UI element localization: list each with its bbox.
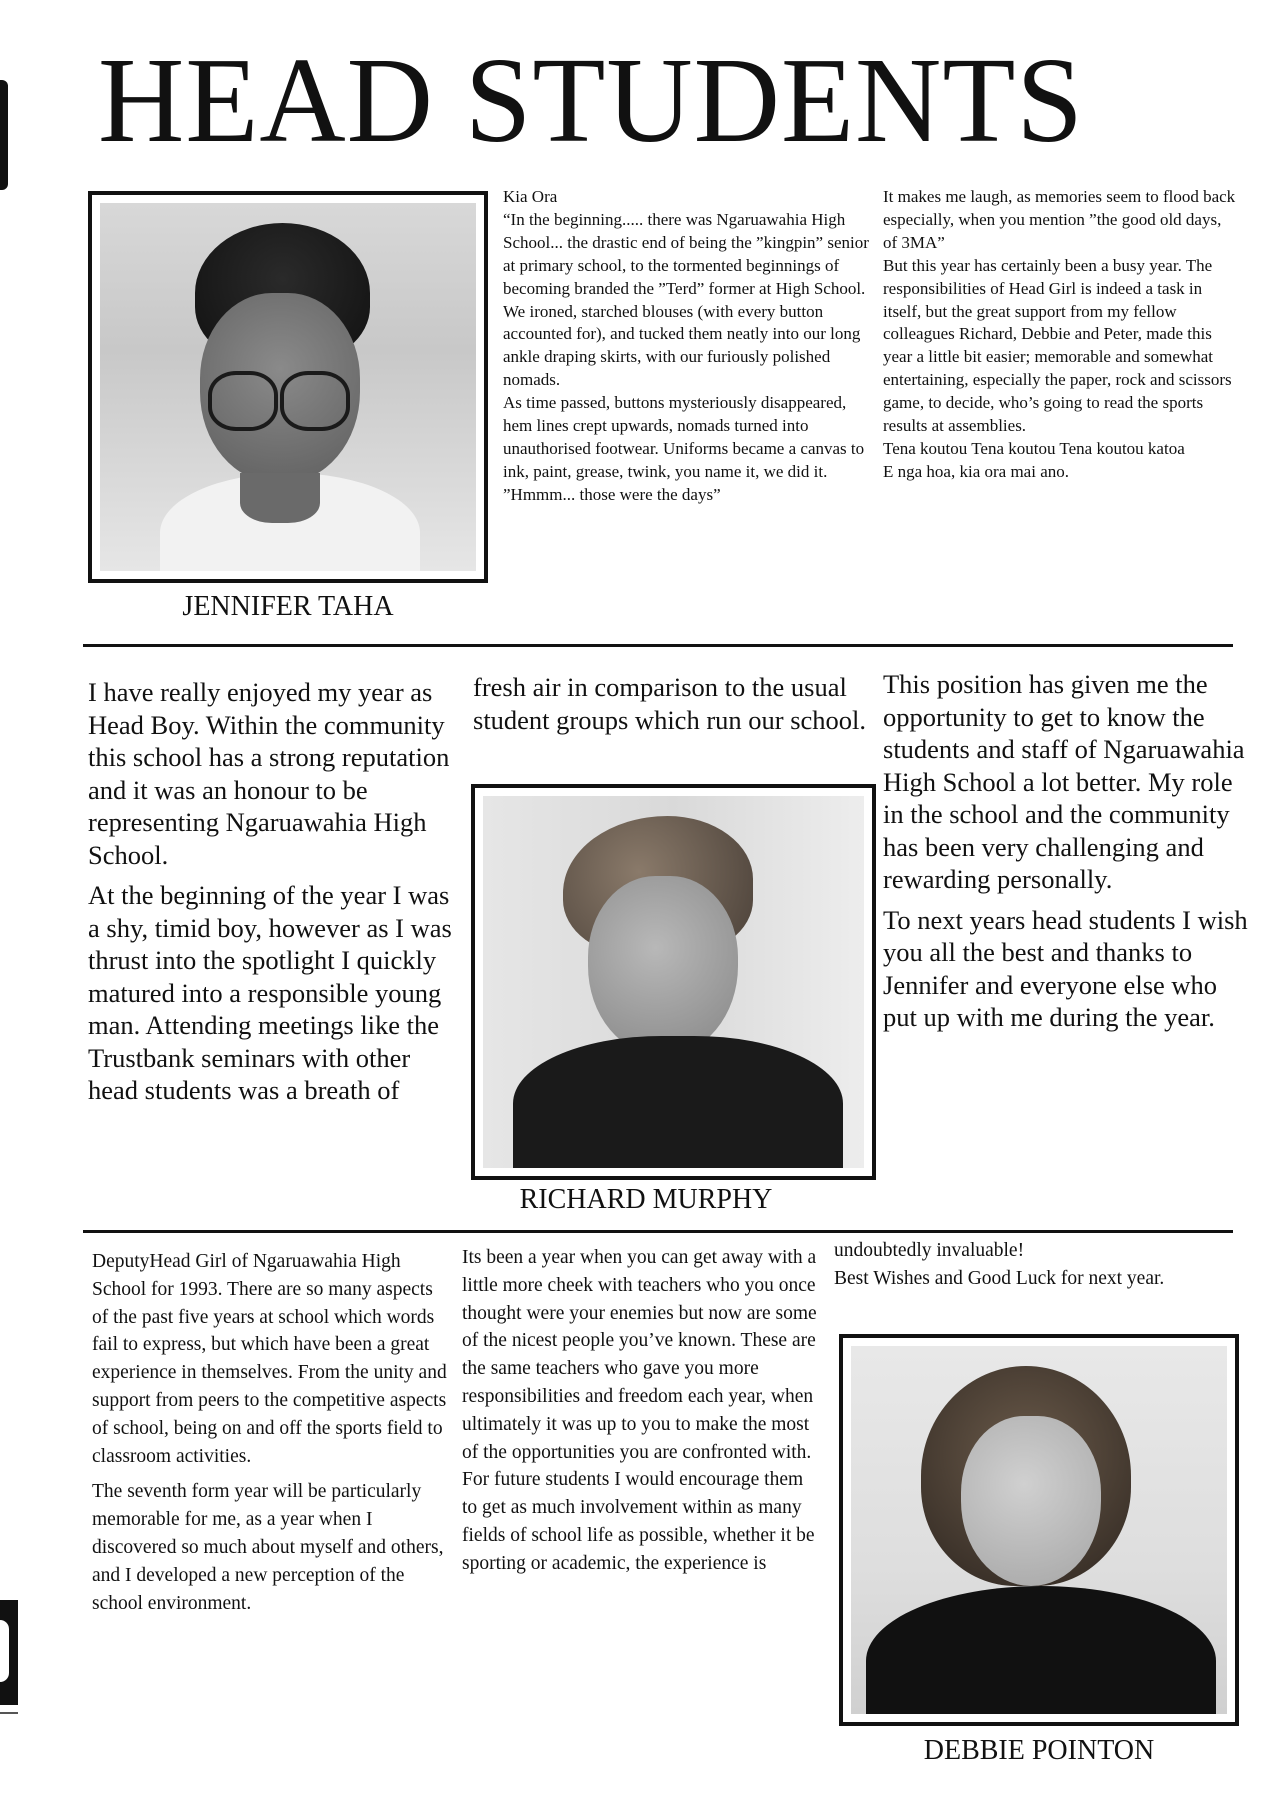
richard-col3-para: This position has given me the opportunity to get to know the students and staff of Ngaruawahia High School a lot better. My role in the school and the community has been very challenging and rewarding personally.	[883, 669, 1245, 894]
debbie-col2-para: For future students I would encourage them to get as much involvement within as many fields of school life as possible, whether it be sporting or academic, the experience is	[462, 1469, 815, 1574]
jennifer-name-caption: JENNIFER TAHA	[182, 591, 394, 622]
jennifer-col1-para: As time passed, buttons mysteriously disappeared, hem lines crept upwards, nomads turned into unauthorised footwear. Uniforms became a canvas to ink, paint, grease, twink, you name it, we did it.	[503, 393, 865, 481]
debbie-text-column-3	[834, 1237, 1254, 1293]
edge-divider	[0, 1712, 18, 1714]
debbie-col3-para: undoubtedly invaluable!	[834, 1240, 1025, 1261]
debbie-col1-para: DeputyHead Girl of Ngaruawahia High School for 1993. There are so many aspects of the past five years at school which words fail to express, but which have been a great experience in themselves. From the unity and support from peers to the competitive aspects of school, being on and off the sports field to classroom activities.	[92, 1251, 447, 1467]
jennifer-text-column-2	[883, 186, 1238, 484]
debbie-col1-para: The seventh form year will be particularly memorable for me, as a year when I discovered so much about myself and others, and I developed a new perception of the school environment.	[92, 1481, 444, 1614]
jennifer-portrait-photo	[100, 203, 476, 571]
richard-col3-para: To next years head students I wish you all the best and thanks to Jennifer and everyone else who put up with me during the year.	[883, 904, 1248, 1032]
debbie-col2-para: Its been a year when you can get away with a little more cheek with teachers who you once thought were your enemies but now are some of the nicest people you’ve known. These are the same teachers who gave you more responsibilities and freedom each year, when ultimately it was up to you to make the most of the opportunities you are confronted with.	[462, 1247, 817, 1463]
jennifer-col1-para: Kia Ora	[503, 187, 558, 206]
richard-col2-para: fresh air in comparison to the usual student groups which run our school.	[473, 672, 867, 735]
richard-col1-para: I have really enjoyed my year as Head Boy. Within the community this school has a strong reputation and it was an honour to be representing Ngaruawahia High School.	[88, 677, 450, 870]
debbie-text-column-2	[462, 1244, 822, 1578]
richard-portrait-photo	[483, 796, 864, 1168]
richard-photo-frame	[471, 784, 876, 1180]
richard-text-column-2	[473, 671, 873, 736]
richard-name-caption: RICHARD MURPHY	[519, 1184, 773, 1215]
debbie-portrait-photo	[851, 1346, 1227, 1714]
debbie-photo-frame	[839, 1334, 1239, 1726]
jennifer-col2-para: But this year has certainly been a busy year. The responsibilities of Head Girl is indeed a task in itself, but the great support from my fellow colleagues Richard, Debbie and Peter, made this year a little bit easier; memorable and somewhat entertaining, especially the paper, rock and scissors game, to decide, who’s going to read the sports results at assemblies.	[883, 255, 1232, 436]
jennifer-col2-para: Tena koutou Tena koutou Tena koutou katoa	[883, 438, 1185, 458]
richard-text-column-1	[88, 676, 463, 1107]
maori-koru-ornament-top	[0, 80, 8, 190]
section-divider	[83, 1230, 1233, 1233]
richard-text-column-3	[883, 668, 1248, 1034]
section-divider	[83, 644, 1233, 647]
jennifer-col1-para: We ironed, starched blouses (with every button accounted for), and tucked them neatly into our long ankle draping skirts, with our furiously polished nomads.	[503, 301, 861, 390]
jennifer-col1-para: ”Hmmm... those were the days”	[503, 484, 721, 504]
jennifer-col2-para: It makes me laugh, as memories seem to flood back especially, when you mention ”the good old days, of 3MA”	[883, 187, 1236, 252]
maori-koru-ornament-bottom	[0, 1600, 18, 1705]
richard-col1-para: At the beginning of the year I was a shy, timid boy, however as I was thrust into the spotlight I quickly matured into a responsible young man. Attending meetings like the Trustbank seminars with other head students was a breath of	[88, 880, 452, 1105]
jennifer-photo-frame	[88, 191, 488, 583]
page-title: HEAD STUDENTS	[98, 33, 1084, 168]
jennifer-text-column-1	[503, 186, 871, 507]
debbie-col3-para: Best Wishes and Good Luck for next year.	[834, 1267, 1165, 1289]
jennifer-col1-para: “In the beginning..... there was Ngaruawahia High School... the drastic end of being the ”kingpin” senior at primary school, to the tormented beginnings of becoming branded the ”Terd” former at High School.	[503, 209, 869, 298]
jennifer-col2-para: E nga hoa, kia ora mai ano.	[883, 461, 1069, 481]
debbie-name-caption: DEBBIE POINTON	[923, 1735, 1155, 1766]
debbie-text-column-1	[92, 1248, 447, 1617]
